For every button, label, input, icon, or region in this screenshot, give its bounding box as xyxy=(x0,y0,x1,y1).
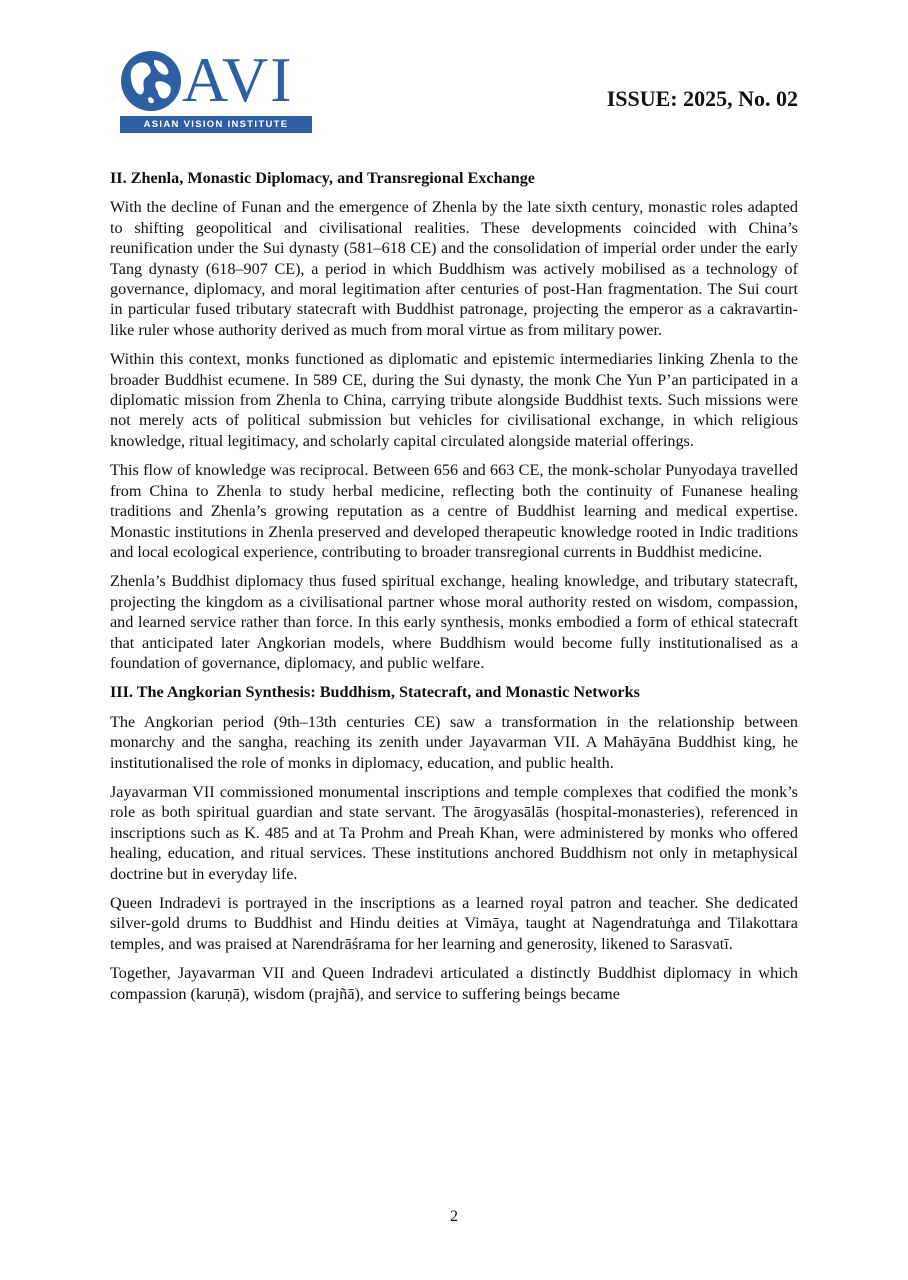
paragraph: Zhenla’s Buddhist diplomacy thus fused spiritual exchange, healing knowledge, and tributary statecraft, projecting the kingdom as a civilisational partner whose moral authority rested on wisdom, compassion, and learned service rather than force. In this early synthesis, monks embodied a form of ethical statecraft that anticipated later Angkorian models, where Buddhism would become fully institutionalised as a foundation of governance, diplomacy, and public welfare. xyxy=(110,572,798,672)
paragraph: Queen Indradevi is portrayed in the inscriptions as a learned royal patron and teacher. She dedicated silver-gold drums to Buddhist and Hindu deities at Vimāya, taught at Nagendratuṅga and Tilakottara temples, and was praised at Narendrāśrama for her learning and generosity, likened to Sarasvatī. xyxy=(110,894,798,953)
globe-icon xyxy=(120,50,182,112)
logo-tagline: ASIAN VISION INSTITUTE xyxy=(120,116,312,133)
article-body xyxy=(110,168,798,1013)
paragraph: Within this context, monks functioned as diplomatic and epistemic intermediaries linking Zhenla to the broader Buddhist ecumene. In 589 CE, during the Sui dynasty, the monk Che Yun P’an participated in a diplomatic mission from Zhenla to China, carrying tribute alongside Buddhist texts. Such missions were not merely acts of political submission but vehicles for civilisational exchange, in which religious knowledge, ritual legitimacy, and scholarly capital circulated alongside material offerings. xyxy=(110,350,798,450)
logo-wordmark: AVI xyxy=(182,44,294,115)
paragraph: This flow of knowledge was reciprocal. Between 656 and 663 CE, the monk-scholar Punyodaya travelled from China to Zhenla to study herbal medicine, reflecting both the continuity of Funanese healing traditions and Zhenla’s growing reputation as a centre of Buddhist learning and medical expertise. Monastic institutions in Zhenla preserved and developed therapeutic knowledge rooted in Indic traditions and local ecological experience, contributing to broader transregional currents in Buddhist medicine. xyxy=(110,461,798,561)
section-heading-2: II. Zhenla, Monastic Diplomacy, and Transregional Exchange xyxy=(110,169,535,187)
section-heading-3: III. The Angkorian Synthesis: Buddhism, Statecraft, and Monastic Networks xyxy=(110,683,640,702)
avi-logo xyxy=(120,44,312,135)
issue-label: ISSUE: 2025, No. 02 xyxy=(606,86,798,111)
page-number: 2 xyxy=(450,1208,458,1225)
paragraph: Jayavarman VII commissioned monumental inscriptions and temple complexes that codified the monk’s role as both spiritual guardian and state servant. The ārogyasālās (hospital-monasteries), referenced in inscriptions such as K. 485 and at Ta Prohm and Preah Khan, were administered by monks who offered healing, education, and ritual services. These institutions anchored Buddhism not only in metaphysical doctrine but in everyday life. xyxy=(110,782,798,883)
page-header xyxy=(0,0,908,150)
paragraph: The Angkorian period (9th–13th centuries CE) saw a transformation in the relationship between monarchy and the sangha, reaching its zenith under Jayavarman VII. A Mahāyāna Buddhist king, he institutionalised the role of monks in diplomacy, education, and public health. xyxy=(110,712,798,772)
paragraph: Together, Jayavarman VII and Queen Indradevi articulated a distinctly Buddhist diplomacy in which compassion (karuṇā), wisdom (prajñā), and service to suffering beings became xyxy=(110,964,798,1003)
paragraph: With the decline of Funan and the emergence of Zhenla by the late sixth century, monastic roles adapted to shifting geopolitical and civilisational realities. These developments coincided with China’s reunification under the Sui dynasty (581–618 CE) and the consolidation of imperial order under the early Tang dynasty (618–907 CE), a period in which Buddhism was actively mobilised as a technology of governance, diplomacy, and moral legitimation after centuries of post-Han fragmentation. The Sui court in particular fused tributary statecraft with Buddhist patronage, projecting the emperor as a cakravartin-like ruler whose authority derived as much from moral virtue as from military power. xyxy=(110,198,798,339)
